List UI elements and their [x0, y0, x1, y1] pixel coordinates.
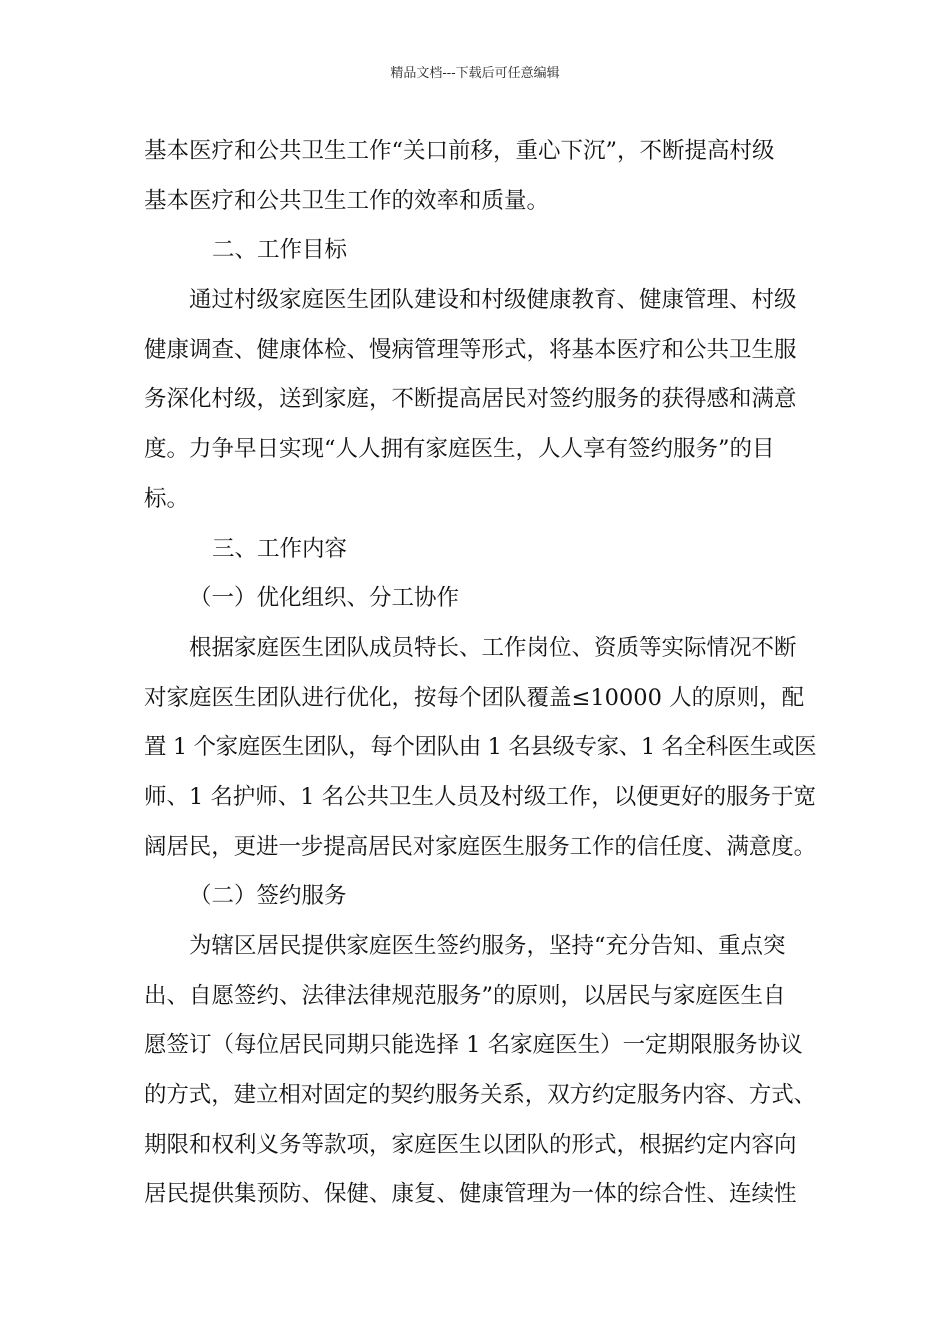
text-line-12: 对家庭医生团队进行优化，按每个团队覆盖≤10000 人的原则，配 [144, 684, 805, 711]
text-line-18: 出、自愿签约、法律法律规范服务”的原则，以居民与家庭医生自 [144, 982, 786, 1009]
section-heading-goals: 二、工作目标 [212, 237, 348, 264]
text-line-1: 基本医疗和公共卫生工作“关口前移，重心下沉”，不断提高村级 [144, 138, 775, 164]
subsection-heading-2: （二）签约服务 [189, 883, 347, 910]
text-line-7: 度。力争早日实现“人人拥有家庭医生，人人享有签约服务”的目 [144, 436, 775, 463]
text-line-4: 通过村级家庭医生团队建设和村级健康教育、健康管理、村级 [189, 287, 797, 314]
text-line-8: 标。 [144, 485, 190, 512]
text-line-13: 置 1 个家庭医生团队，每个团队由 1 名县级专家、1 名全科医生或医 [144, 734, 817, 761]
text-line-5: 健康调查、健康体检、慢病管理等形式，将基本医疗和公共卫生服 [144, 336, 797, 363]
text-line-6: 务深化村级，送到家庭，不断提高居民对签约服务的获得感和满意 [144, 386, 797, 413]
section-heading-content: 三、工作内容 [212, 535, 348, 562]
document-body [144, 127, 816, 1220]
text-line-14: 师、1 名护师、1 名公共卫生人员及村级工作，以便更好的服务于宽 [144, 783, 816, 810]
text-line-15: 阔居民，更进一步提高居民对家庭医生服务工作的信任度、满意度。 [144, 833, 817, 860]
text-line-21: 期限和权利义务等款项，家庭医生以团队的形式，根据约定内容向 [144, 1131, 797, 1158]
text-line-19: 愿签订（每位居民同期只能选择 1 名家庭医生）一定期限服务协议 [144, 1032, 803, 1059]
text-line-20: 的方式，建立相对固定的契约服务关系，双方约定服务内容、方式、 [144, 1082, 817, 1109]
text-line-22: 居民提供集预防、保健、康复、健康管理为一体的综合性、连续性 [144, 1181, 797, 1208]
page-header: 精品文档---下载后可任意编辑 [390, 66, 560, 81]
text-line-2: 基本医疗和公共卫生工作的效率和质量。 [144, 187, 550, 214]
text-line-11: 根据家庭医生团队成员特长、工作岗位、资质等实际情况不断 [189, 634, 797, 661]
subsection-heading-1: （一）优化组织、分工协作 [189, 585, 460, 612]
text-line-17: 为辖区居民提供家庭医生签约服务，坚持“充分告知、重点突 [189, 933, 786, 959]
